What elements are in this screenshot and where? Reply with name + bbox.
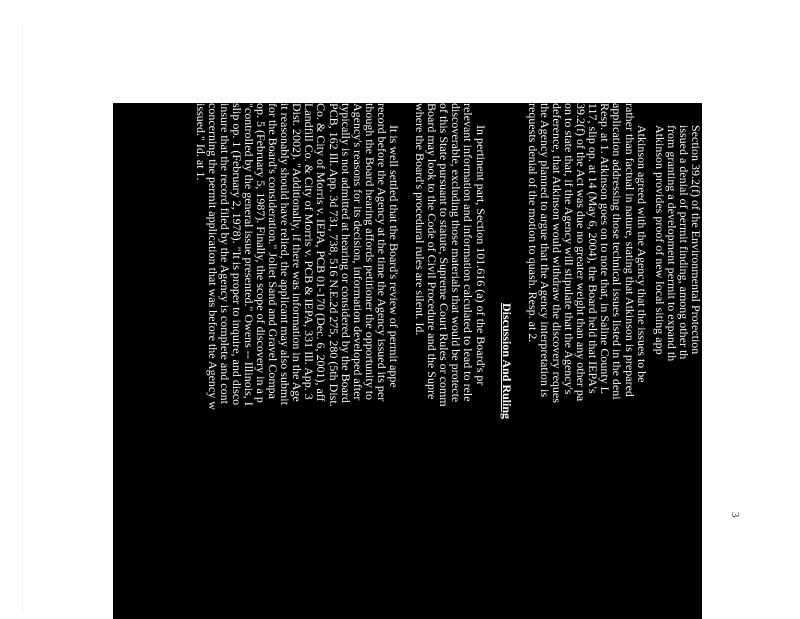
text-line: Atkinson agreed with the Agency that the issues to be [634, 125, 649, 383]
text-line: Atkinson provides proof of new local siting app [652, 125, 667, 355]
text-line: requests denial of the motion to quash. Resp. at 2. [525, 103, 540, 343]
text-line: the Agency planned to argue that the Agency interpretation is [537, 103, 552, 398]
text-line: issued a denial of permit finding, among other th [676, 125, 691, 360]
text-line: 39.2(f) of the Act was due no greater weight than any other pa [574, 103, 589, 402]
text-line: concerning the permit application that was before the Agency w [205, 103, 220, 410]
paragraph-block4 [194, 103, 400, 619]
paragraph-block1 [654, 103, 702, 619]
text-line: application addressing those technical issues listed in the deni [610, 103, 625, 400]
text-line: slip op. 1 (February 2, 1978). "It is proper to inquire, and disco [229, 103, 244, 406]
text-line: though the Board hearing affords petitioner the opportunity to [362, 103, 377, 401]
text-line: Section 39.2(f) of the Environmental Protection [689, 125, 703, 355]
text-line: PCB, 162 Ill. App. 3d 731, 738, 516 N.E.2d 275, 280 (5th Dist. [326, 103, 341, 407]
scanned-text-block [113, 103, 702, 619]
text-line: op. 5 (February 5, 1987). Finally, the scope of discovery in a p [254, 103, 268, 403]
text-line: record before the Agency at the time the Agency issued its per [374, 103, 389, 402]
text-line: of this State pursuant to statute, Supreme Court Rules or comm [437, 103, 452, 407]
text-line: typically is not admitted at hearing or considered by the Board [338, 103, 353, 403]
page-number: 3 [729, 512, 741, 518]
text-line: on to state that, if the Agency will stipulate that the Agency's [562, 103, 577, 395]
text-line: In pertinent part, Section 101.616 (a) of the Board's pr [473, 125, 488, 386]
text-line: issued." Id. at 1. [193, 103, 208, 181]
text-line: Co. & City of Morris v. IEPA, PCB 01-170 (Dec. 6, 2001), aff [314, 103, 329, 402]
section-heading: Discussion And Ruling [499, 302, 514, 420]
page-edge [22, 22, 23, 612]
text-line: for the Board's consideration." Joliet Sand and Gravel Compa [266, 103, 281, 399]
paragraph-block2 [527, 103, 648, 619]
text-line: Landfill Co. & City of Morris v. PCB & IEPA, 331 Ill. App. 3 [302, 103, 317, 400]
text-line: relevant information and information calculated to lead to rele [461, 103, 476, 402]
text-line: Board may look to the Code of Civil Procedure and the Supre [425, 103, 440, 400]
rotated-text [113, 103, 702, 619]
text-line: It is well settled that the Board's review of permit appe [387, 125, 402, 388]
text-line: Agency's reasons for its decision, information developed after [350, 103, 365, 401]
text-line: "controlled by the general issue presented." Owens -- Illinois, I [241, 103, 256, 406]
text-line: Dist. 2002). "Additionally, if there was information in the Age [290, 103, 305, 402]
text-line: it reasonably should have relied, the applicant may also submit [278, 103, 293, 405]
paragraph-block3 [414, 103, 487, 619]
text-line: discoverable, excluding those materials that would be protecte [449, 103, 464, 403]
text-line: where the Board's procedural rules are silent. Id. [413, 103, 428, 336]
text-line: insure that the record filed by the Agency is complete and cont [217, 103, 232, 404]
text-line: from granting a development permit to expand th [664, 125, 679, 362]
text-line: 117, slip op. at 14 (May 6, 2004), the Board held that IEPA's [586, 103, 601, 394]
text-line: Resp. at 1. Atkinson goes on to note that, in Saline County L [598, 103, 613, 394]
text-line: rather than factual in nature, stating that Atkinson is prepared [622, 103, 637, 397]
text-line: deference, that Atkinson would withdraw the discovery reques [549, 103, 564, 403]
